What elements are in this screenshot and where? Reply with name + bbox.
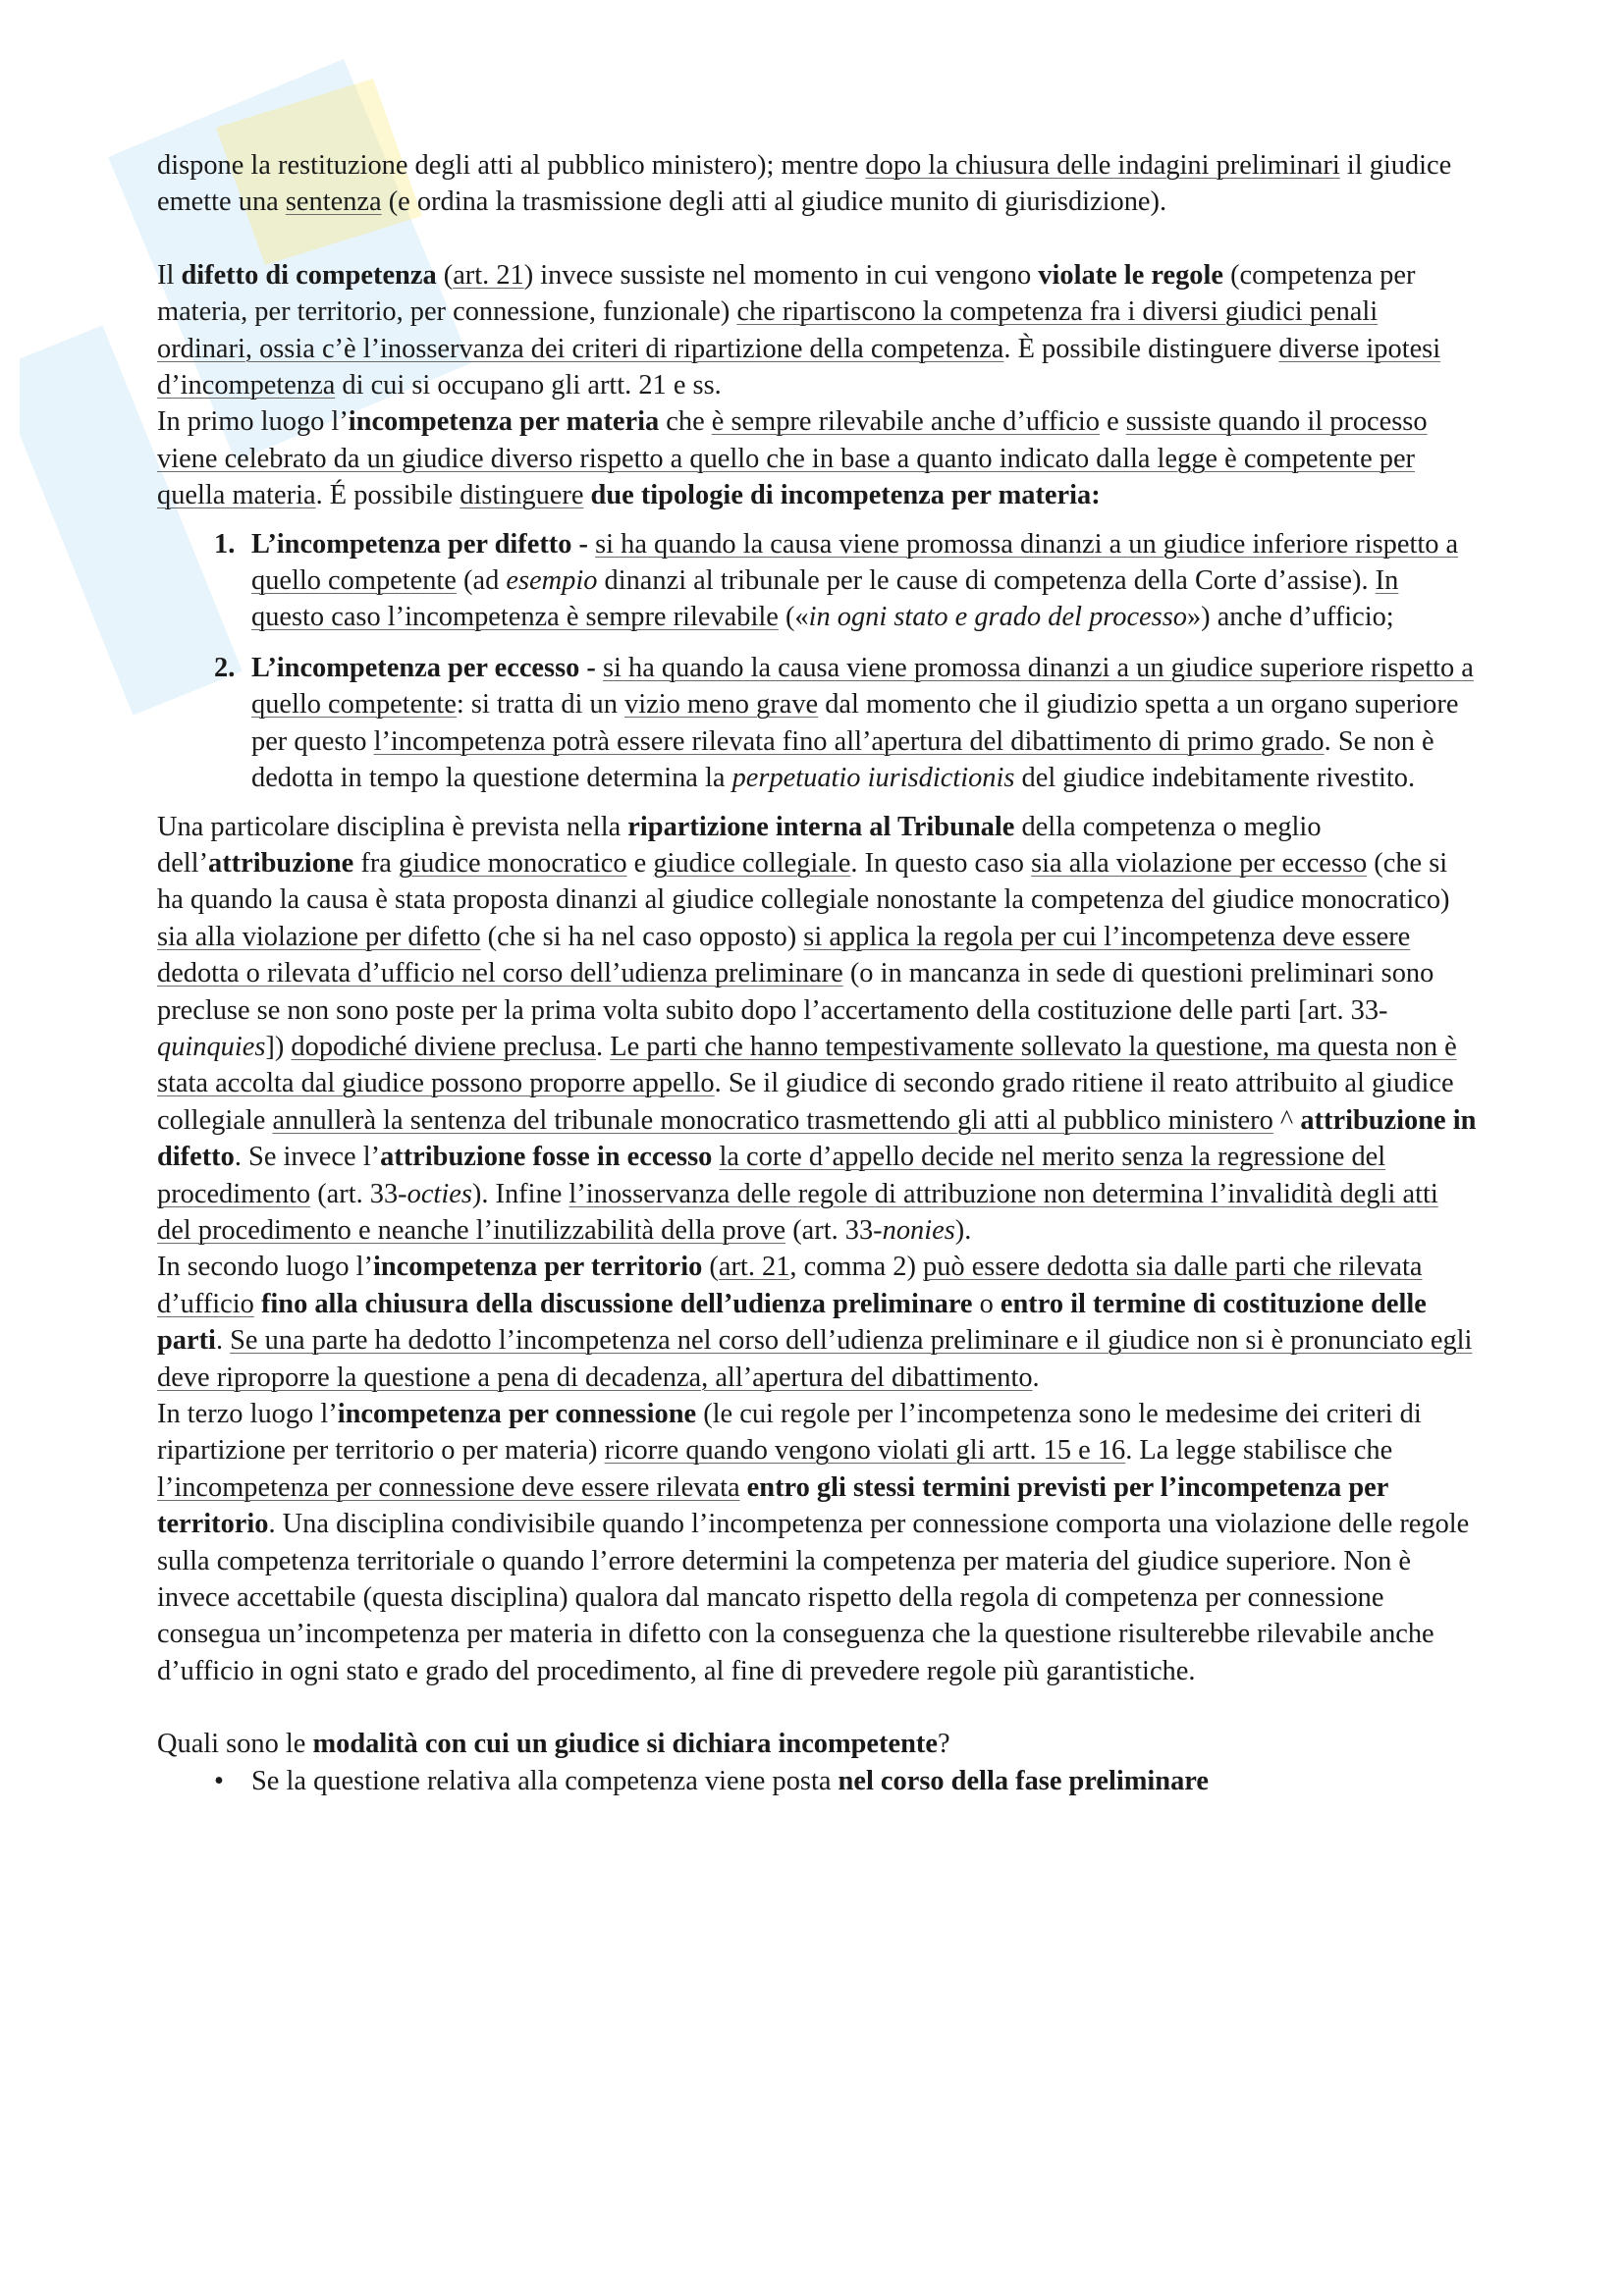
underlined-text: annullerà la sentenza del tribunale monocratico trasmettendo gli atti al pubblico ministero <box>272 1104 1273 1136</box>
text <box>583 480 590 510</box>
underlined-text: ricorre quando vengono violati gli artt. 15 e 16 <box>604 1435 1126 1467</box>
text: ). <box>954 1214 972 1246</box>
bold-text: modalità con cui un giudice si dichiara incompetente <box>312 1729 938 1760</box>
bold-text: violate le regole <box>1038 259 1223 291</box>
text: In primo luogo l’ <box>157 406 349 438</box>
numbered-list <box>157 526 1478 797</box>
text: (che si ha nel caso opposto) <box>480 921 804 952</box>
underlined-text: sentenza <box>285 187 382 218</box>
bold-text: entro gli stessi termini previsti per l’incompetenza per territorio <box>157 1471 1388 1540</box>
bold-text: difetto di competenza <box>181 259 437 291</box>
text: . La legge stabilisce che <box>1125 1435 1393 1467</box>
underlined-text: giudice collegiale <box>653 847 851 879</box>
paragraph-3 <box>157 403 1478 513</box>
underlined-text: la corte d’appello decide nel merito senza la regressione del procedimento <box>157 1142 1386 1209</box>
bold-text: attribuzione <box>208 847 354 879</box>
underlined-text: giudice monocratico <box>399 847 627 879</box>
text: . Se non è dedotta in tempo la questione determina la <box>251 725 1434 794</box>
underlined-text: può essere dedotta sia dalle parti che rilevata d’ufficio <box>157 1252 1423 1319</box>
underlined-text: diverse ipotesi d’incompetenza <box>157 333 1441 401</box>
list-item <box>214 1763 1478 1799</box>
underlined-text: l’incompetenza potrà essere rilevata fino all’apertura del dibattimento di primo grado <box>373 725 1325 757</box>
underlined-text: l’inosservanza delle regole di attribuzione non determina l’invalidità degli atti del procedimento e neanche l’inutilizzabilità della prove <box>157 1178 1438 1246</box>
underlined-text: l’incompetenza per connessione deve essere rilevata <box>157 1471 740 1503</box>
text: dinanzi al tribunale per le cause di competenza della Corte d’assise). <box>597 565 1376 597</box>
underlined-text: In questo caso l’incompetenza è sempre rilevabile <box>251 565 1399 633</box>
bold-text: ripartizione interna al Tribunale <box>627 811 1015 842</box>
text: Se la questione relativa alla competenza viene posta <box>251 1765 839 1796</box>
bold-text: fino alla chiusura della discussione dell’udienza preliminare <box>260 1288 973 1319</box>
italic-text: in ogni stato e grado del processo <box>808 602 1187 633</box>
text: fra <box>353 847 399 879</box>
bold-text: attribuzione fosse in eccesso <box>380 1142 713 1173</box>
bold-text: incompetenza per connessione <box>337 1399 697 1429</box>
text: Una particolare disciplina è prevista nella <box>157 811 628 842</box>
paragraph-4 <box>157 809 1478 1250</box>
underlined-text: Se una parte ha dedotto l’incompetenza nel corso dell’udienza preliminare e il giudice non si è pronunciato egli deve riproporre la questione a pena di decadenza, all’apertura del dibattimento <box>157 1325 1473 1393</box>
text: ) invece sussiste nel momento in cui vengono <box>523 259 1039 291</box>
italic-text: perpetuatio iurisdictionis <box>731 763 1015 794</box>
list-item <box>214 526 1478 636</box>
bold-text: incompetenza per territorio <box>373 1252 703 1283</box>
text: In secondo luogo l’ <box>157 1252 373 1283</box>
text: , comma 2) <box>789 1252 924 1283</box>
text: (ad <box>456 565 507 597</box>
paragraph-6 <box>157 1396 1478 1689</box>
bold-text: entro il termine di costituzione delle parti <box>157 1288 1427 1357</box>
underlined-text: sia alla violazione per difetto <box>157 921 481 952</box>
text: del giudice indebitamente rivestito. <box>1014 763 1416 794</box>
document-page <box>157 147 1478 1799</box>
text: (« <box>778 602 809 633</box>
text: . <box>215 1325 231 1357</box>
text <box>740 1472 747 1503</box>
text: e <box>626 847 654 879</box>
bold-text: L’incompetenza per difetto - <box>251 528 596 560</box>
underlined-text: Le parti che hanno tempestivamente sollevato la questione, ma questa non è stata accolta dal giudice possono proporre appello <box>157 1031 1457 1099</box>
paragraph-5 <box>157 1249 1478 1396</box>
svg-text:il: il <box>117 571 195 635</box>
text: di cui si occupano gli artt. 21 e ss. <box>335 370 722 401</box>
italic-text: esempio <box>506 565 598 597</box>
text: della competenza o meglio dell’ <box>157 811 1322 879</box>
text: Il <box>157 259 182 291</box>
paragraph-7 <box>157 1726 1478 1762</box>
text: (o in mancanza in sede di questioni preliminari sono precluse se non sono poste per la prima volta subito dopo l’accertamento della costituzione delle parti [art. 33- <box>157 958 1434 1026</box>
list-item <box>214 650 1478 797</box>
paragraph-gap <box>157 221 1478 257</box>
text: In terzo luogo l’ <box>157 1399 338 1429</box>
text: ^ <box>1272 1104 1301 1136</box>
text: ). Infine <box>471 1178 569 1209</box>
list-marker: 1. <box>214 528 236 560</box>
text: e <box>1099 406 1126 438</box>
text: (competenza per materia, per territorio, per connessione, funzionale) <box>157 259 1416 328</box>
underlined-text: che ripartiscono la competenza fra i diversi giudici penali ordinari, ossia c’è l’inosservanza dei criteri di ripartizione della competenza <box>157 296 1379 364</box>
text: (le cui regole per l’incompetenza sono le medesime dei criteri di ripartizione per territorio o per materia) <box>157 1399 1422 1467</box>
text: ») anche d’ufficio; <box>1186 602 1394 633</box>
underlined-text: sia alla violazione per eccesso <box>1031 847 1368 879</box>
text: ? <box>937 1729 950 1760</box>
text: (e ordina la trasmissione degli atti al giudice munito di giurisdizione). <box>381 187 1167 218</box>
text: ( <box>702 1252 719 1283</box>
text: (art. 33- <box>785 1214 883 1246</box>
text: che <box>659 406 712 438</box>
text: . <box>596 1031 611 1062</box>
text: . É possibile <box>315 480 460 511</box>
underlined-text: è sempre rilevabile anche d’ufficio <box>711 406 1100 438</box>
text: ]) <box>265 1031 292 1062</box>
text: dispone la restituzione degli atti al pubblico ministero); mentre <box>157 150 866 181</box>
text: ( <box>436 259 454 291</box>
paragraph-1 <box>157 147 1478 221</box>
bold-text: incompetenza per materia <box>348 406 660 438</box>
text: . Se il giudice di secondo grado ritiene il reato attribuito al giudice collegiale <box>157 1068 1454 1136</box>
text: . <box>1032 1362 1040 1393</box>
bullet-icon: • <box>214 1765 224 1796</box>
text: . Una disciplina condivisibile quando l’incompetenza per connessione comporta una violazione delle regole sulla competenza territoriale o quando l’errore determini la competenza per materia del giudice superiore. Non è invece accettabile (questa disciplina) qualora dal mancato rispetto della regola di competenza per connessione consegua un’incompetenza per materia in difetto con la conseguenza che la questione risulterebbe rilevabile anche d’ufficio in ogni stato e grado del procedimento, al fine di prevedere regole più garantistiche. <box>157 1509 1470 1686</box>
underlined-text: si ha quando la causa viene promossa dinanzi a un giudice inferiore rispetto a quello competente <box>251 528 1459 597</box>
text: . È possibile distinguere <box>1003 333 1279 364</box>
paragraph-2 <box>157 257 1478 404</box>
text: (art. 33- <box>310 1178 407 1209</box>
bold-text: due tipologie di incompetenza per materia: <box>590 480 1101 511</box>
article-link: art. 21 <box>453 259 524 291</box>
italic-text: octies <box>406 1178 472 1209</box>
text: il giudice emette una <box>157 150 1452 218</box>
text: o <box>972 1288 1001 1319</box>
paragraph-gap <box>157 1689 1478 1726</box>
underlined-text: si ha quando la causa viene promossa dinanzi a un giudice superiore rispetto a quello competente <box>251 652 1474 721</box>
text: Quali sono le <box>157 1729 313 1760</box>
text: dal momento che il giudizio spetta a un organo superiore per questo <box>251 689 1459 757</box>
bold-text: attribuzione in difetto <box>157 1104 1477 1173</box>
underlined-text: dopodiché diviene preclusa <box>291 1031 597 1062</box>
italic-text: nonies <box>882 1214 955 1246</box>
italic-text: quinquies <box>157 1031 266 1062</box>
text: (che si ha quando la causa è stata proposta dinanzi al giudice collegiale nonostante la competenza del giudice monocratico) <box>157 847 1450 916</box>
underlined-text: vizio meno grave <box>624 689 819 721</box>
underlined-text: distinguere <box>460 480 584 511</box>
text <box>254 1289 261 1319</box>
text: . In questo caso <box>850 847 1032 879</box>
article-link: art. 21 <box>718 1252 790 1283</box>
text: : si tratta di un <box>456 689 625 721</box>
bold-text: L’incompetenza per eccesso - <box>251 652 603 683</box>
underlined-text: si applica la regola per cui l’incompetenza deve essere dedotta o rilevata d’ufficio nel corso dell’udienza preliminare <box>157 921 1411 989</box>
bold-text: nel corso della fase preliminare <box>838 1765 1209 1796</box>
underlined-text: sussiste quando il processo viene celebrato da un giudice diverso rispetto a quello che in base a quanto indicato dalla legge è competente per quella materia <box>157 406 1428 511</box>
underlined-text: dopo la chiusura delle indagini preliminari <box>865 150 1340 181</box>
text: . Se invece l’ <box>234 1142 381 1173</box>
bullet-list <box>157 1763 1478 1799</box>
list-marker: 2. <box>214 652 236 683</box>
